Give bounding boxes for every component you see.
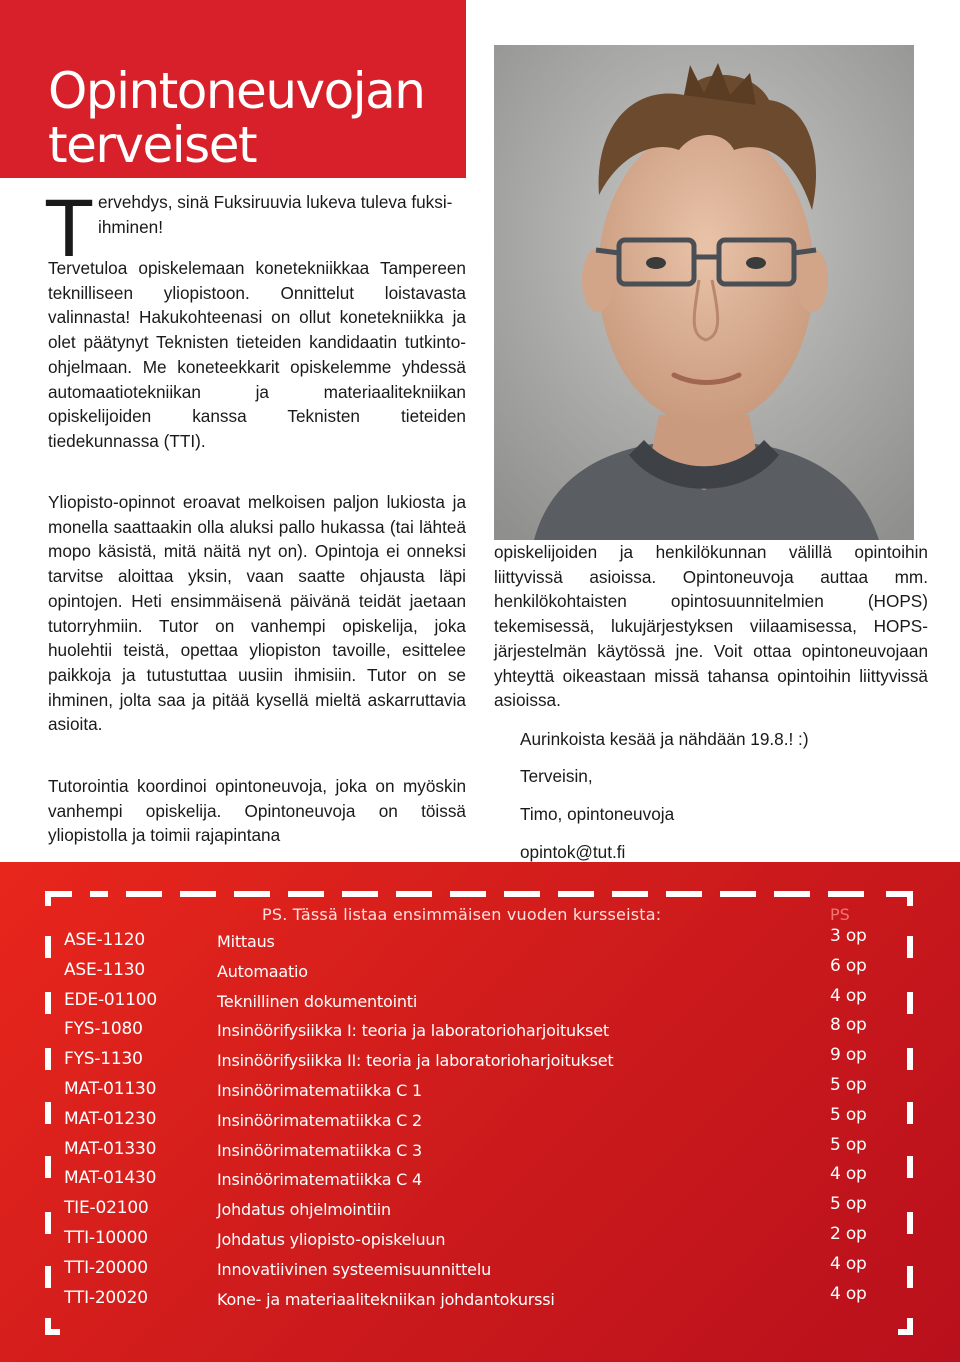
signoff-regards: Terveisin,: [520, 766, 593, 786]
course-credits: 8 op: [830, 1015, 867, 1036]
course-row: [0, 1164, 960, 1198]
course-code: MAT-01330: [64, 1138, 157, 1159]
portrait-photo: [494, 45, 914, 540]
course-code: ASE-1130: [64, 959, 145, 980]
course-name: Johdatus ohjelmointiin: [217, 1200, 391, 1220]
advisor-paragraph: opiskelijoiden ja henkilökunnan välillä opintoihin liittyvissä asioissa. Opintoneuvoja auttaa mm. henkilökohtaisten opintosuunnitelmien (HOPS) tekemisessä, lukujärjestyksen viilaamisessa, HOPS-järjestelmän käytössä jne. Voit ottaa opintoneuvojaan yhteyttä oikeastaan missä tahansa opintoihin liittyvissä asioissa.: [494, 542, 928, 711]
course-row: [0, 1283, 960, 1318]
course-row: [0, 926, 960, 960]
course-credits: 5 op: [830, 1194, 867, 1215]
course-name: Insinöörimatematiikka C 2: [217, 1110, 423, 1130]
course-code: EDE-01100: [64, 989, 157, 1010]
course-credits: 4 op: [830, 1283, 867, 1304]
course-credits: 5 op: [830, 1134, 867, 1155]
ps-credits-label: PS: [830, 905, 850, 924]
course-name: Insinöörimatematiikka C 3: [217, 1140, 423, 1160]
welcome-paragraph: Tervetuloa opiskelemaan konetekniikkaa Tampereen teknilliseen yliopistoon. Onnittelut loistavasta valinnasta! Hakukohteenasi on ollut konetekniikka ja olet päätynyt Teknisten tieteiden kandidaatin tutkinto-ohjelmaan. Me koneteekkarit opiskelemme yhdessä automaatiotekniikan ja materiaalitekniikan opiskelijoiden kanssa Teknisten tieteiden tiedekunnassa (TTI).: [48, 258, 466, 451]
course-code: TTI-20020: [64, 1287, 148, 1308]
course-credits: 4 op: [830, 985, 867, 1006]
course-row: [0, 1104, 960, 1139]
page-title-line-1: Opintoneuvojan: [48, 62, 425, 120]
course-credits: 2 op: [830, 1224, 867, 1244]
course-code: FYS-1080: [64, 1019, 143, 1040]
portrait-illustration: [494, 45, 914, 540]
course-credits: 5 op: [830, 1104, 867, 1125]
course-credits: 4 op: [830, 1164, 867, 1185]
course-row: [0, 1045, 960, 1079]
course-credits: 4 op: [830, 1253, 867, 1274]
course-name: Insinöörifysiikka I: teoria ja laboratorioharjoitukset: [217, 1021, 609, 1041]
course-credits: 5 op: [830, 1075, 867, 1095]
title-banner: [0, 0, 466, 178]
course-code: ASE-1120: [64, 930, 145, 950]
course-code: TTI-10000: [64, 1228, 148, 1248]
course-name: Insinöörimatematiikka C 1: [217, 1081, 423, 1100]
ps-heading: PS. Tässä listaa ensimmäisen vuoden kursseista:: [262, 905, 662, 924]
course-name: Kone- ja materiaalitekniikan johdantokurssi: [217, 1289, 555, 1309]
course-name: Automaatio: [217, 961, 308, 981]
course-name: Johdatus yliopisto-opiskeluun: [217, 1230, 446, 1249]
course-row: [0, 1224, 960, 1258]
course-row: [0, 1134, 960, 1169]
course-row: [0, 1015, 960, 1049]
page-title-line-2: terveiset: [48, 116, 257, 174]
drop-cap: T: [44, 183, 95, 274]
course-credits: 9 op: [830, 1045, 867, 1066]
course-name: Insinöörifysiikka II: teoria ja laboratorioharjoitukset: [217, 1051, 614, 1071]
course-code: FYS-1130: [64, 1049, 143, 1070]
course-name: Teknillinen dokumentointi: [217, 991, 418, 1011]
studies-paragraph: Yliopisto-opinnot eroavat melkoisen paljon lukiosta ja monella saattaakin olla aluksi pallo hukassa (tai lähteä mopo käsistä, mitä näitä nyt on). Opintoja ei onneksi tarvitse aloittaa yksin, vaan saatte ohjausta läpi opintojen. Heti ensimmäisenä päivänä teidät jaetaan tutorryhmiin. Tutor on vanhempi opiskelija, joka huolehtii teistä, opettaa yliopiston tavoille, esittelee paikkoja ja tutustuttaa uusiin ihmisiin. Tutor on se ihminen, jolta saa ja pitää kysellä mieltä askarruttavia asioita.: [48, 492, 466, 735]
course-code: MAT-01230: [64, 1108, 157, 1129]
course-code: TTI-20000: [64, 1257, 148, 1278]
course-code: TIE-02100: [64, 1198, 149, 1219]
signoff-greeting: Aurinkoista kesää ja nähdään 19.8.! :): [520, 729, 809, 749]
course-row: [0, 1075, 960, 1109]
contact-email[interactable]: opintok@tut.fi: [520, 842, 626, 862]
signoff-name: Timo, opintoneuvoja: [520, 804, 675, 824]
course-row: [0, 985, 960, 1020]
course-name: Mittaus: [217, 932, 275, 951]
tutoring-paragraph: Tutorointia koordinoi opintoneuvoja, joka on myöskin vanhempi opiskelija. Opintoneuvoja on töissä yliopistolla ja toimii rajapintana: [48, 776, 466, 846]
intro-paragraph: ervehdys, sinä Fuksiruuvia lukeva tuleva fuksi-ihminen!: [98, 192, 453, 237]
course-name: Insinöörimatematiikka C 4: [217, 1170, 423, 1190]
course-credits: 3 op: [830, 926, 867, 946]
course-name: Innovatiivinen systeemisuunnittelu: [217, 1259, 492, 1279]
course-list-section: [0, 862, 960, 1362]
course-code: MAT-01430: [64, 1168, 157, 1189]
course-credits: 6 op: [830, 955, 867, 976]
course-row: [0, 1194, 960, 1228]
course-row: [0, 1253, 960, 1288]
course-code: MAT-01130: [64, 1079, 157, 1099]
course-row: [0, 955, 960, 990]
